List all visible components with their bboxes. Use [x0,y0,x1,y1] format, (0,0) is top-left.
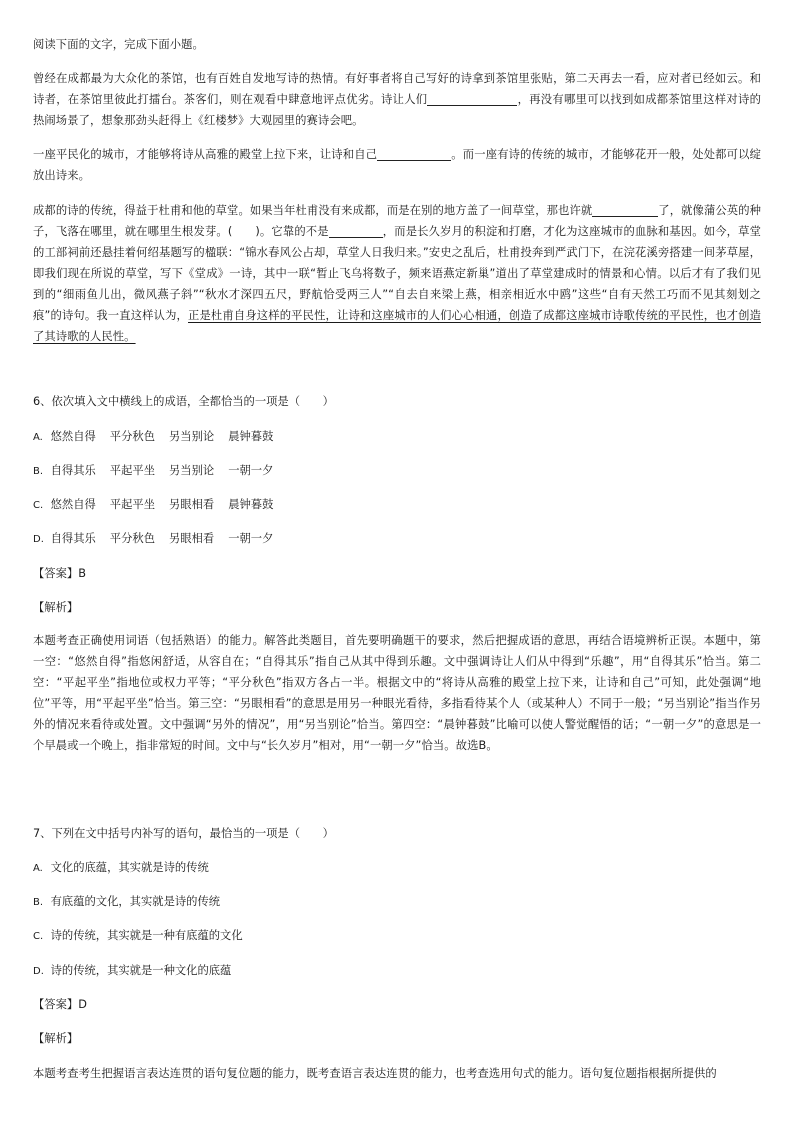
blank-line [427,92,517,106]
option-text: 诗的传统，其实就是一种文化的底蕴 [50,964,232,977]
q7-option-c [33,927,243,946]
option-word: 平起平坐 [109,464,155,477]
passage-paragraph-1 [33,68,761,131]
option-word: 一朝一夕 [228,464,274,477]
q7-analysis-text: 本题考查考生把握语言表达连贯的语句复位题的能力，既考查语言表达连贯的能力，也考查选用句式的能力。语句复位题指根据所提供的 [33,1067,717,1080]
option-word: 另当别论 [169,430,215,443]
option-word: 另眼相看 [169,532,215,545]
option-text: 有底蕴的文化，其实就是诗的传统 [50,895,221,908]
blank-line [377,147,451,161]
q6-option-d [33,530,287,549]
q7-option-b [33,893,220,912]
question-7-stem: 7、下列在文中括号内补写的语句，最恰当的一项是（ ） [33,827,334,840]
option-word: 另眼相看 [169,498,215,511]
question-6-stem: 6、依次填入文中横线上的成语，全都恰当的一项是（ ） [33,395,334,408]
option-word: 平分秋色 [109,532,155,545]
option-word: 另当别论 [169,464,215,477]
option-word: 悠然自得 [50,430,96,443]
q7-analysis-heading: 【解析】 [33,1032,79,1045]
option-word: 平分秋色 [109,430,155,443]
option-text: 文化的底蕴，其实就是诗的传统 [50,861,209,874]
option-word: 自得其乐 [50,532,96,545]
passage-text: 成都的诗的传统，得益于杜甫和他的草堂。如果当年杜甫没有来成都，而是在别的地方盖了一间草堂，那也许就 [33,204,593,217]
option-word: 悠然自得 [50,498,96,511]
option-label: B. [33,897,44,908]
passage-text: 。而一座有诗的传统的城市，才能够花开一般，处处都可以绽放出诗来。 [33,148,762,182]
q6-option-c [33,496,287,515]
q7-option-a [33,859,209,878]
q6-analysis-heading: 【解析】 [33,601,79,614]
option-label: A. [33,863,43,874]
option-text: 诗的传统，其实就是一种有底蕴的文化 [50,929,243,942]
instruction-text: 阅读下面的文字，完成下面小题。 [33,38,204,51]
q6-option-b [33,462,287,481]
blank-line [592,203,658,217]
passage-paragraph-2 [33,144,761,186]
underlined-sentence: 正是杜甫自身这样的平民性，让诗和这座城市的人们心心相通，创造了成都这座城市诗歌传统的平民性，也才创造了其诗歌的人民性。 [33,309,761,343]
passage-text: 曾经在成都最为大众化的茶馆，也有百姓自发地写诗的热情。有好事者将自己写好的诗拿到茶馆里张贴，第二天再去一看，应对者已经如云。和诗者，在茶馆里彼此打擂台。茶客们，则在观看中肆意地评点优劣。诗让人们 [33,72,761,106]
blank-line [329,224,383,238]
q6-answer: 【答案】B [33,567,86,580]
option-label: C. [33,931,44,942]
option-label: B. [33,466,44,477]
q7-option-d [33,962,231,981]
passage-text: ，再没有哪里可以找到如成都茶馆里这样对诗的热闹场景了，想象那劲头赶得上《红楼梦》大观园里的赛诗会吧。 [33,93,762,127]
passage-text: ，而是长久岁月的积淀和打磨，才化为这座城市的血脉和基因。如今，草堂的工部祠前还悬挂着何绍基题写的楹联：“锦水春风公占却，草堂人日我归来。”安史之乱后，杜甫投奔到严武门下，在浣花溪旁搭建一间茅草屋，即我们现在所说的草堂，写下《堂成》一诗，其中一联“暂止飞乌将数子，频来语燕定新巢”道出了草堂建成时的情景和心情。以后才有了我们见到的“细雨鱼儿出，微风燕子斜”“秋水才深四五尺，野航恰受两三人”“自去自来梁上燕，相亲相近水中鸥”这些“自有天然工巧而不见其刻划之痕”的诗句。我一直这样认为， [33,225,761,322]
option-label: D. [33,534,44,545]
q7-answer: 【答案】D [33,998,87,1011]
option-label: A. [33,432,43,443]
passage-text: 了，就像蒲公英的种子，飞落在哪里，就在哪里生根发芽。( )。它靠的不是 [33,204,762,238]
option-word: 晨钟暮鼓 [228,430,274,443]
passage-text: 一座平民化的城市，才能够将诗从高雅的殿堂上拉下来，让诗和自己 [33,148,378,161]
option-label: C. [33,500,44,511]
passage-paragraph-3 [33,200,761,347]
option-word: 平起平坐 [109,498,155,511]
option-word: 晨钟暮鼓 [228,498,274,511]
q6-analysis-text: 本题考查正确使用词语（包括熟语）的能力。解答此类题目，首先要明确题干的要求，然后把握成语的意思，再结合语境辨析正误。本题中，第一空：“悠然自得”指悠闲舒适，从容自在；“自得其乐”指自己从其中得到乐趣。文中强调诗让人们从中得到“乐趣”，用“自得其乐”恰当。第二空：“平起平坐”指地位或权力平等；“平分秋色”指双方各占一半。根据文中的“将诗从高雅的殿堂上拉下来，让诗和自己”可知，此处强调“地位”平等，用“平起平坐”恰当。第三空：“另眼相看”的意思是用另一种眼光看待，多指看待某个人（或某种人）不同于一般；“另当别论”指当作另外的情况来看待或处置。文中强调“另外的情况”，用“另当别论”恰当。第四空：“晨钟暮鼓”比喻可以使人警觉醒悟的话；“一朝一夕”的意思是一个早晨或一个晚上，指非常短的时间。文中与“长久岁月”相对，用“一朝一夕”恰当。故选B。 [33,634,761,752]
option-label: D. [33,966,44,977]
q6-option-a [33,428,287,447]
option-word: 一朝一夕 [228,532,274,545]
option-word: 自得其乐 [50,464,96,477]
